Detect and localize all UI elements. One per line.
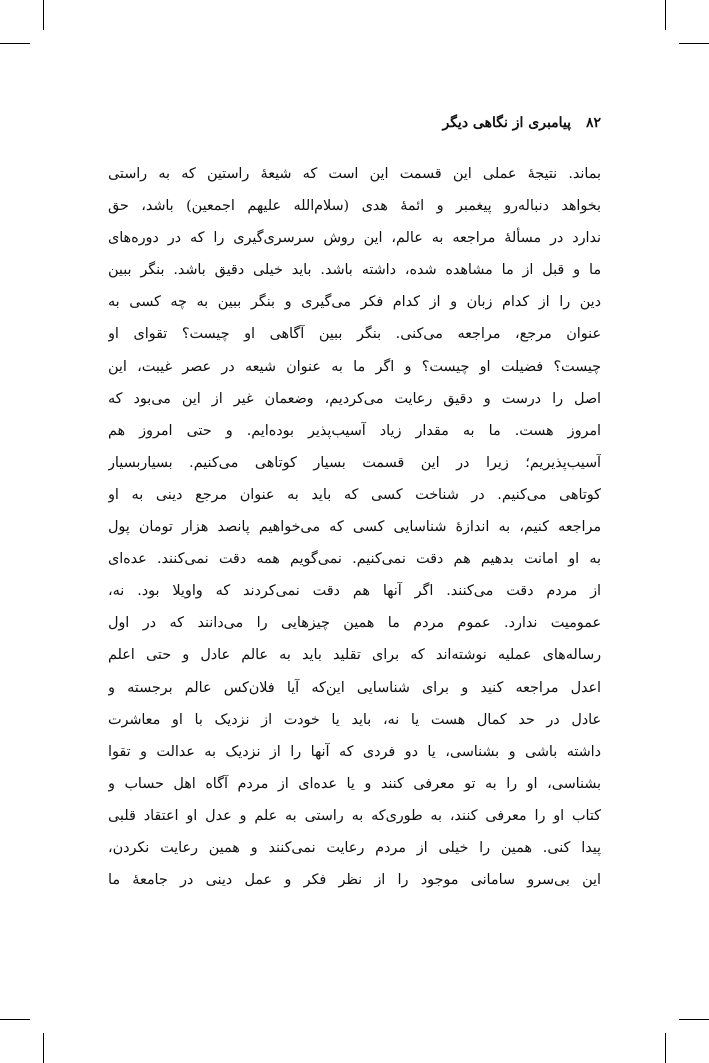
text-line: داشته باشی و بشناسی، یا دو فردی که آنها را از نزدیک به عدالت و تقوا <box>108 743 601 760</box>
text-line: امروز هست. ما به مقدار زیاد آسیب‌پذیر بوده‌ایم. و حتی امروز هم <box>108 422 601 439</box>
page-number: ۸۲ <box>585 115 601 131</box>
crop-mark-top-right-vertical <box>665 0 666 30</box>
crop-mark-bottom-right-horizontal <box>679 1019 709 1020</box>
text-line: ندارد در مسألهٔ مراجعه به عالم، این روش سرسری‌گیری را که در دوره‌های <box>108 230 601 247</box>
text-line: آسیب‌پذیریم؛ زیرا در این قسمت بسیار کوتاهی می‌کنیم. بسیاربسیار <box>108 454 601 471</box>
text-line: بماند. نتیجهٔ عملی این قسمت این است که شیعهٔ راستین که به راستی <box>108 166 601 182</box>
text-line: پیدا کنی. همین را خیلی از مردم رعایت نمی‌کنند و همین رعایت نکردن، <box>108 839 601 856</box>
text-line: عنوان مرجع، مراجعه می‌کنی. بنگر ببین آگاهی او چیست؟ تقوای او <box>108 326 601 343</box>
text-line: اعدل مراجعه کنید و برای شناسایی این‌که آیا فلان‌کس عالم برجسته و <box>108 679 601 696</box>
text-line: دین را از کدام زبان و از کدام فکر می‌گیری و بنگر ببین به چه کسی به <box>108 294 601 311</box>
book-title: پیامبری از نگاهی دیگر <box>442 115 572 131</box>
text-line: اصل را درست و دقیق رعایت می‌کردیم، وضعمان غیر از این می‌بود که <box>108 390 601 407</box>
text-line: عادل در حد کمال هست یا نه، باید یا خودت از نزدیک با او معاشرت <box>108 711 601 728</box>
text-line: ما و قبل از ما مشاهده شده، داشته باشد. باید خیلی دقیق باشد. بنگر ببین <box>108 262 601 279</box>
body-text <box>108 158 601 896</box>
text-line: رساله‌های عملیه نوشته‌اند که برای تقلید باید به عالم عادل و حتی اعلم <box>108 647 601 664</box>
text-line: چیست؟ فضیلت او چیست؟ و اگر ما به عنوان شیعه در عصر غیبت، این <box>108 358 601 375</box>
text-line: این بی‌سرو سامانی موجود را از نظر فکر و عمل دینی در جامعهٔ ما <box>108 872 601 889</box>
crop-mark-bottom-left-horizontal <box>0 1019 30 1020</box>
running-header <box>108 113 601 133</box>
text-line: به او امانت بدهیم هم دقت نمی‌کنیم. نمی‌گویم همه دقت نمی‌کنند. عده‌ای <box>108 551 601 568</box>
crop-mark-top-left-horizontal <box>0 43 30 44</box>
crop-mark-bottom-left-vertical <box>43 1033 44 1063</box>
text-line: عمومیت ندارد. عموم مردم ما همین چیزهایی را می‌دانند که در اول <box>108 615 601 632</box>
text-line: بشناسی، او را به تو معرفی کنند و یا عده‌ای از مردم آگاه اهل حساب و <box>108 775 601 792</box>
crop-mark-top-left-vertical <box>43 0 44 30</box>
text-line: کتاب او را معرفی کنند، به طوری‌که به راستی به علم و عدل او اعتقاد قلبی <box>108 807 601 824</box>
crop-mark-bottom-right-vertical <box>665 1033 666 1063</box>
text-line: بخواهد دنباله‌رو پیغمبر و ائمهٔ هدی (سلام‌الله علیهم اجمعین) باشد، حق <box>108 198 601 215</box>
crop-mark-top-right-horizontal <box>679 43 709 44</box>
text-line: مراجعه کنیم، به اندازهٔ شناسایی کسی که می‌خواهیم پانصد هزار تومان پول <box>108 519 601 536</box>
text-line: از مردم دقت می‌کنند. اگر آنها هم دقت نمی‌کردند که واویلا بود. نه، <box>108 583 601 600</box>
text-line: کوتاهی می‌کنیم. در شناخت کسی که باید به عنوان مرجع دینی به او <box>108 486 601 503</box>
